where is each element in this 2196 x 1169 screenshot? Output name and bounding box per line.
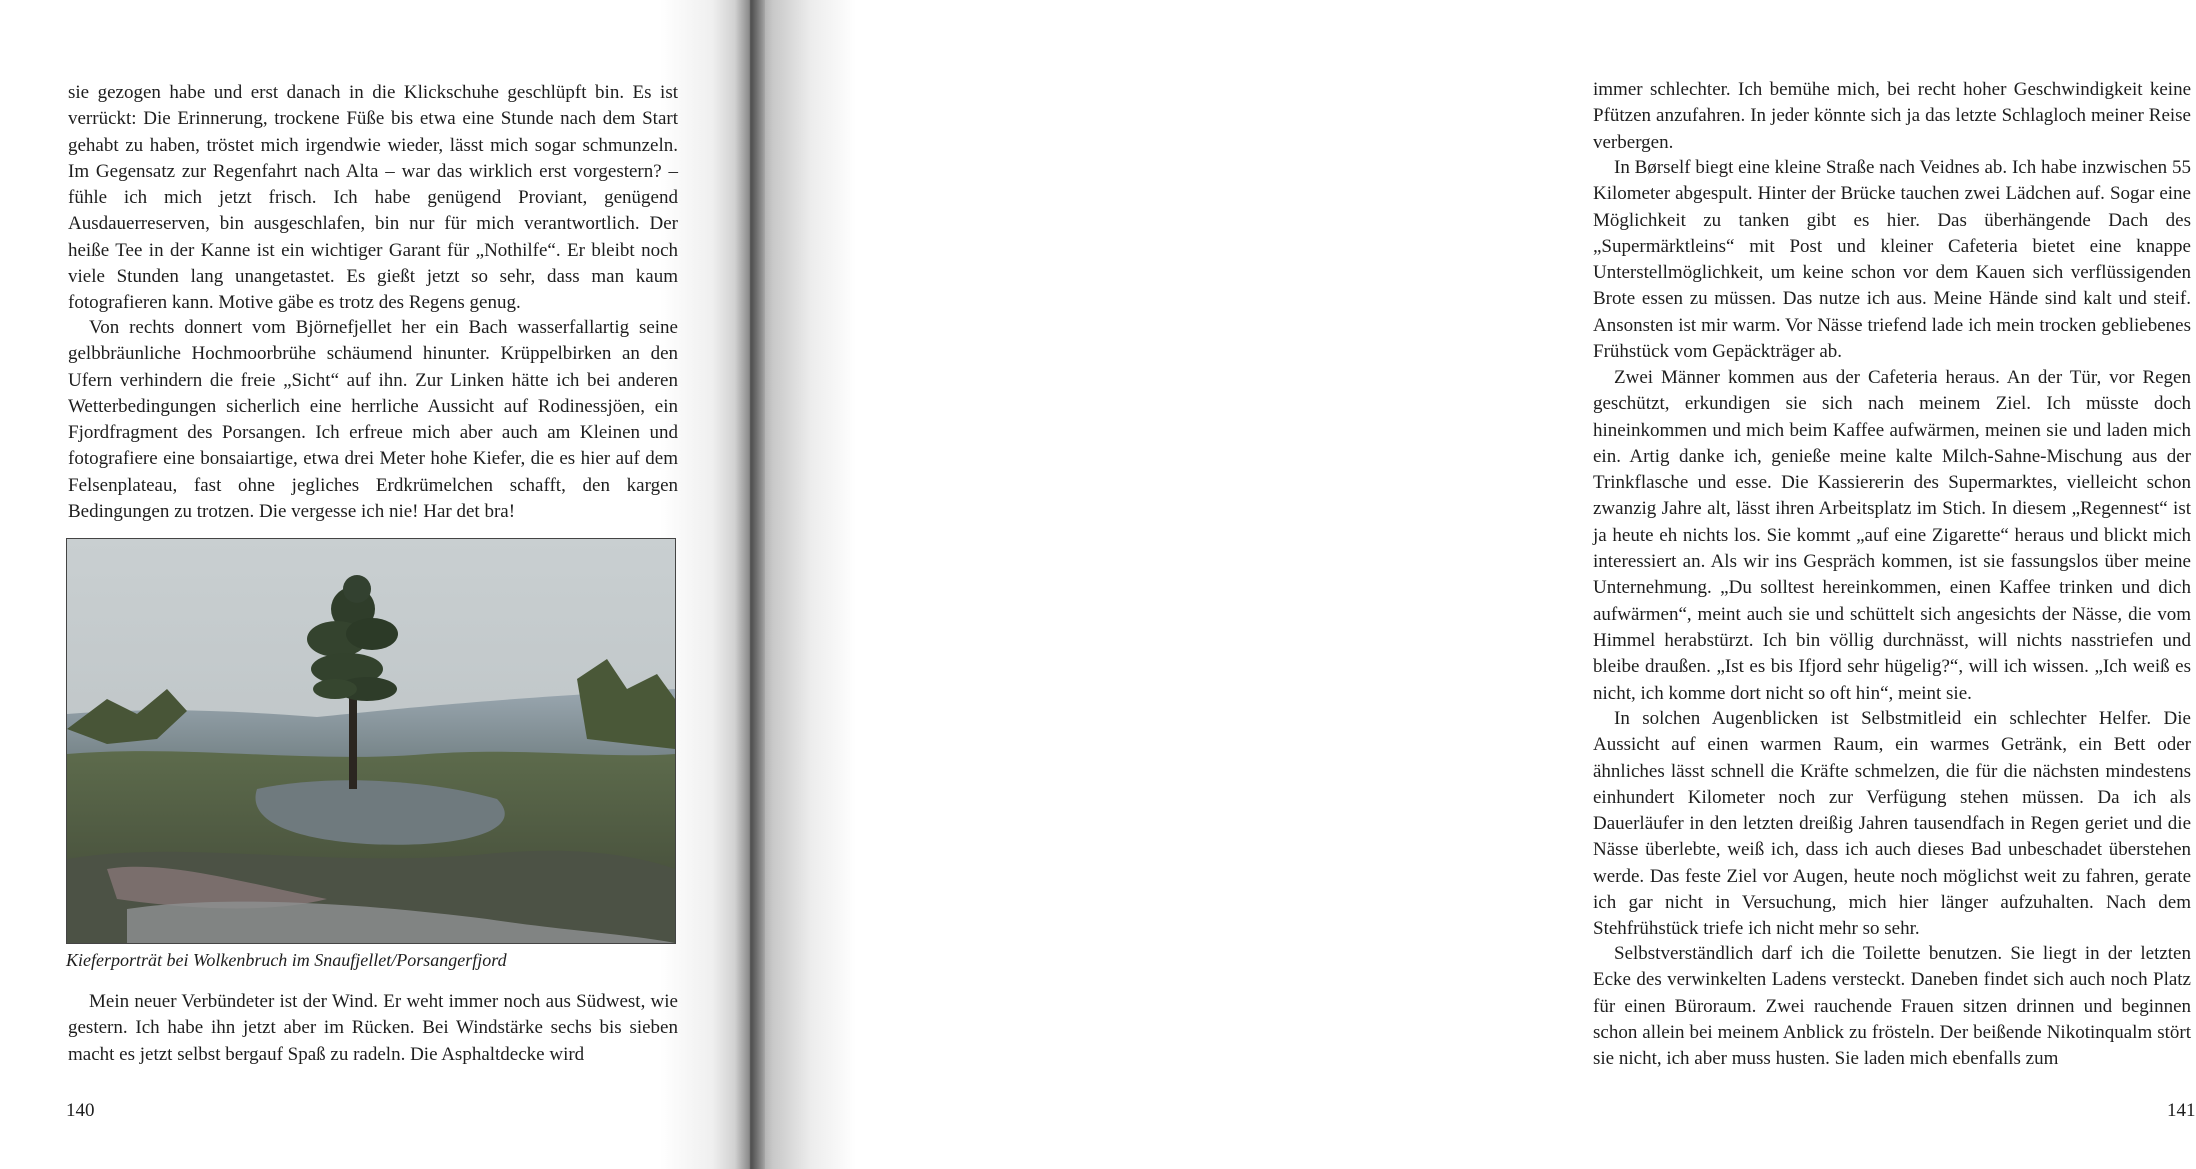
left-page xyxy=(0,0,750,1169)
page-number: 141 xyxy=(2167,1100,2196,1121)
paragraph: In Børself biegt eine kleine Straße nach Veidnes ab. Ich habe inzwischen 55 Kilometer abgespult. Hinter der Brücke tauchen zwei Lädchen auf. Sogar eine Möglichkeit zu tanken gibt es hier. Das überhängende Dach des „Supermärktleins“ mit Post und kleiner Cafeteria bietet eine knappe Unterstellmöglichkeit, um keine schon vor dem Kauen sich verflüssigenden Brote essen zu müssen. Das nutze ich aus. Meine Hände sind kalt und steif. Ansonsten ist mir warm. Vor Nässe triefend lade ich mein trocken gebliebenes Frühstück vom Gepäckträger ab. xyxy=(1593,157,2191,363)
photo-caption: Kieferporträt bei Wolkenbruch im Snaufjellet/Porsangerfjord xyxy=(66,950,507,970)
paragraph: immer schlechter. Ich bemühe mich, bei recht hoher Geschwindigkeit keine Pfützen anzufahren. In jeder könnte sich ja das letzte Schlagloch meiner Reise verbergen. xyxy=(1593,79,2191,153)
paragraph: Von rechts donnert vom Björnefjellet her ein Bach wasserfallartig seine gelbbräunliche Hochmoorbrühe schäumend hinunter. Krüppelbirken an den Ufern verhindern die freie „Sicht“ auf ihn. Zur Linken hätte ich bei anderen Wetterbedingungen sicherlich eine herrliche Aussicht auf Rodinessjöen, ein Fjordfragment des Porsangen. Ich erfreue mich aber auch am Kleinen und fotografiere eine bonsaiartige, etwa drei Meter hohe Kiefer, die es hier auf dem Felsenplateau, fast ohne jegliches Erdkrümelchen schafft, den kargen Bedingungen zu trotzen. Die vergesse ich nie! Har det bra! xyxy=(68,317,678,523)
paragraph: Mein neuer Verbündeter ist der Wind. Er weht immer noch aus Südwest, wie gestern. Ich habe ihn jetzt aber im Rücken. Bei Windstärke sechs bis sieben macht es jetzt selbst bergauf Spaß zu radeln. Die Asphaltdecke wird xyxy=(68,991,678,1065)
right-page xyxy=(750,0,2196,1169)
book-gutter-shadow xyxy=(735,0,765,1169)
paragraph: Zwei Männer kommen aus der Cafeteria heraus. An der Tür, vor Regen geschützt, erkundigen sie sich nach meinem Ziel. Ich müsste doch hineinkommen und mich beim Kaffee aufwärmen, meinen sie und laden mich ein. Artig danke ich, genieße meine kalte Milch-Sahne-Mischung aus der Trinkflasche und esse. Die Kassiererin des Supermarktes, vielleicht schon zwanzig Jahre alt, lässt ihren Arbeitsplatz im Stich. In diesem „Regennest“ ist ja heute eh nichts los. Sie kommt „auf eine Zigarette“ heraus und blickt mich interessiert an. Als wir ins Gespräch kommen, ist sie fassungslos über meine Unternehmung. „Du solltest hereinkommen, einen Kaffee trinken und dich aufwärmen“, meint auch sie und schüttelt sich angesichts der Nässe, die vom Himmel herabstürzt. Ich bin völlig durchnässt, will nichts nasstriefen und bleibe draußen. „Ist es bis Ifjord sehr hügelig?“, will ich wissen. „Ich weiß es nicht, ich komme dort nicht so oft hin“, meint sie. xyxy=(1593,367,2191,704)
paragraph: Selbstverständlich darf ich die Toilette benutzen. Sie liegt in der letzten Ecke des verwinkelten Ladens versteckt. Daneben findet sich auch noch Platz für einen Büroraum. Zwei rauchende Frauen sitzen drinnen und beginnen schon allein bei meinem Anblick zu frösteln. Der beißende Nikotinqualm stört sie nicht, ich aber muss husten. Sie laden mich ebenfalls zum xyxy=(1593,943,2191,1070)
paragraph: sie gezogen habe und erst danach in die Klickschuhe geschlüpft bin. Es ist verrückt: Die Erinnerung, trockene Füße bis etwa eine Stunde nach dem Start gehabt zu haben, tröstet mich irgendwie wieder, lässt mich sogar schmunzeln. Im Gegensatz zur Regenfahrt nach Alta – war das wirklich erst vorgestern? – fühle ich mich jetzt frisch. Ich habe genügend Proviant, genügend Ausdauerreserven, bin ausgeschlafen, bin nur für mich verantwortlich. Der heiße Tee in der Kanne ist ein wichtiger Garant für „Nothilfe“. Er bleibt noch viele Stunden lang unangetastet. Es gießt jetzt so sehr, dass man kaum fotografieren kann. Motive gäbe es trotz des Regens genug. xyxy=(68,82,678,314)
page-number: 140 xyxy=(66,1100,95,1121)
pine-tree-photo xyxy=(66,538,676,944)
paragraph: In solchen Augenblicken ist Selbstmitleid ein schlechter Helfer. Die Aussicht auf einen warmen Raum, ein warmes Getränk, ein Bett oder ähnliches lässt schnell die Kräfte schmelzen, die für die nächsten mindestens einhundert Kilometer noch zur Verfügung stehen müssen. Da ich als Dauerläufer in den letzten dreißig Jahren tausendfach in Regen geriet und die Nässe überlebte, weiß ich, dass ich auch dieses Bad unbeschadet überstehen werde. Das feste Ziel vor Augen, heute noch möglichst weit zu fahren, gerate ich gar nicht in Versuchung, mich hier länger aufzuhalten. Nach dem Stehfrühstück triefe ich nicht mehr so sehr. xyxy=(1593,708,2191,940)
